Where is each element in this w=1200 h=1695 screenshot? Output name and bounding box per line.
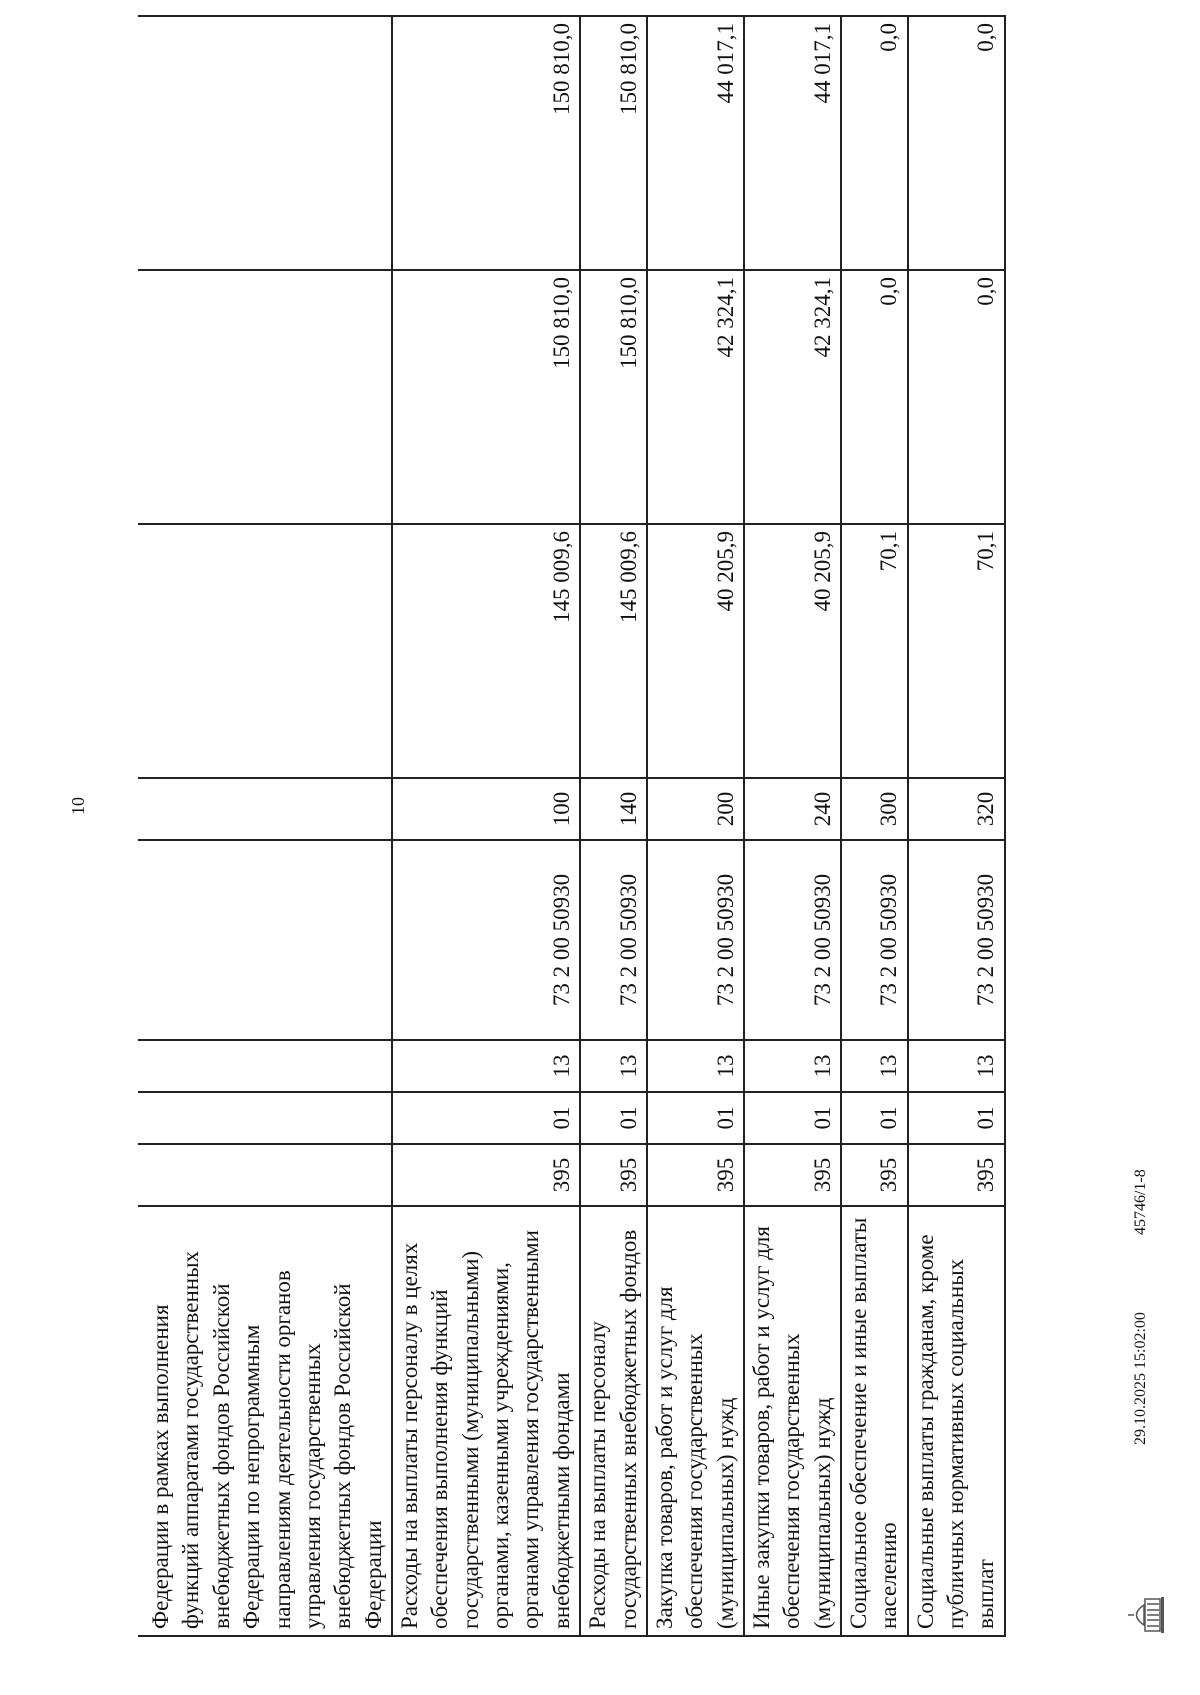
cell-y2: 0,0 (841, 270, 908, 524)
cell-csr (138, 840, 392, 1040)
cell-rz: 01 (841, 1092, 908, 1144)
cell-csr: 73 2 00 50930 (647, 840, 744, 1040)
cell-y2: 150 810,0 (580, 270, 647, 524)
cell-y3: 0,0 (908, 16, 1005, 270)
cell-pr: 13 (392, 1040, 580, 1092)
table-row (647, 16, 744, 1636)
cell-y3: 150 810,0 (392, 16, 580, 270)
cell-y2: 42 324,1 (647, 270, 744, 524)
cell-y1: 145 009,6 (580, 524, 647, 778)
cell-y3: 44 017,1 (647, 16, 744, 270)
cell-y1: 40 205,9 (744, 524, 841, 778)
table-row (138, 16, 392, 1636)
row-name: Иные закупки товаров, работ и услуг для обеспечения государственных (муниципальных) нужд (744, 1206, 841, 1636)
parliament-building-icon (1125, 1593, 1169, 1637)
cell-y3: 150 810,0 (580, 16, 647, 270)
table-row (841, 16, 908, 1636)
cell-vr: 140 (580, 778, 647, 840)
cell-vr: 320 (908, 778, 1005, 840)
cell-rz: 01 (744, 1092, 841, 1144)
cell-y1: 40 205,9 (647, 524, 744, 778)
row-name: Расходы на выплаты персоналу в целях обеспечения выполнения функций государственными (муниципальными) органами, казенными учреждениями, органами управления государственными внебюджетными фондами (392, 1206, 580, 1636)
cell-y2: 150 810,0 (392, 270, 580, 524)
cell-vr: 240 (744, 778, 841, 840)
cell-y1: 145 009,6 (392, 524, 580, 778)
cell-gr: 395 (647, 1144, 744, 1206)
cell-vr: 100 (392, 778, 580, 840)
cell-vr: 300 (841, 778, 908, 840)
cell-y3: 44 017,1 (744, 16, 841, 270)
row-name: Социальное обеспечение и иные выплаты населению (841, 1206, 908, 1636)
footer-doc-code: 45746/1-8 (1132, 1169, 1149, 1235)
cell-rz: 01 (392, 1092, 580, 1144)
table-row (580, 16, 647, 1636)
table-row (392, 16, 580, 1636)
cell-pr: 13 (647, 1040, 744, 1092)
cell-y1: 70,1 (841, 524, 908, 778)
cell-y1: 70,1 (908, 524, 1005, 778)
footer-datetime: 29.10.2025 15:02:00 (1132, 1312, 1149, 1445)
cell-pr: 13 (908, 1040, 1005, 1092)
cell-rz (138, 1092, 392, 1144)
cell-y3: 0,0 (841, 16, 908, 270)
budget-table (138, 15, 1006, 1637)
cell-gr: 395 (392, 1144, 580, 1206)
cell-y2 (138, 270, 392, 524)
cell-pr (138, 1040, 392, 1092)
cell-gr (138, 1144, 392, 1206)
cell-rz: 01 (908, 1092, 1005, 1144)
cell-gr: 395 (908, 1144, 1005, 1206)
row-name: Закупка товаров, работ и услуг для обеспечения государственных (муниципальных) нужд (647, 1206, 744, 1636)
cell-gr: 395 (580, 1144, 647, 1206)
cell-pr: 13 (744, 1040, 841, 1092)
cell-csr: 73 2 00 50930 (744, 840, 841, 1040)
row-name: Федерации в рамках выполнения функций аппаратами государственных внебюджетных фондов Российской Федерации по непрограммным направлениям деятельности органов управления государственных внебюджетных фондов Российской Федерации (138, 1206, 392, 1636)
cell-rz: 01 (647, 1092, 744, 1144)
row-name: Расходы на выплаты персоналу государственных внебюджетных фондов (580, 1206, 647, 1636)
table-row (744, 16, 841, 1636)
table-row (908, 16, 1005, 1636)
cell-csr: 73 2 00 50930 (841, 840, 908, 1040)
cell-vr (138, 778, 392, 840)
cell-y2: 0,0 (908, 270, 1005, 524)
cell-vr: 200 (647, 778, 744, 840)
cell-csr: 73 2 00 50930 (908, 840, 1005, 1040)
cell-y1 (138, 524, 392, 778)
cell-rz: 01 (580, 1092, 647, 1144)
cell-csr: 73 2 00 50930 (580, 840, 647, 1040)
cell-y3 (138, 16, 392, 270)
cell-gr: 395 (744, 1144, 841, 1206)
cell-csr: 73 2 00 50930 (392, 840, 580, 1040)
row-name: Социальные выплаты гражданам, кроме публичных нормативных социальных выплат (908, 1206, 1005, 1636)
cell-pr: 13 (580, 1040, 647, 1092)
cell-gr: 395 (841, 1144, 908, 1206)
page-number: 10 (68, 797, 88, 815)
cell-pr: 13 (841, 1040, 908, 1092)
cell-y2: 42 324,1 (744, 270, 841, 524)
